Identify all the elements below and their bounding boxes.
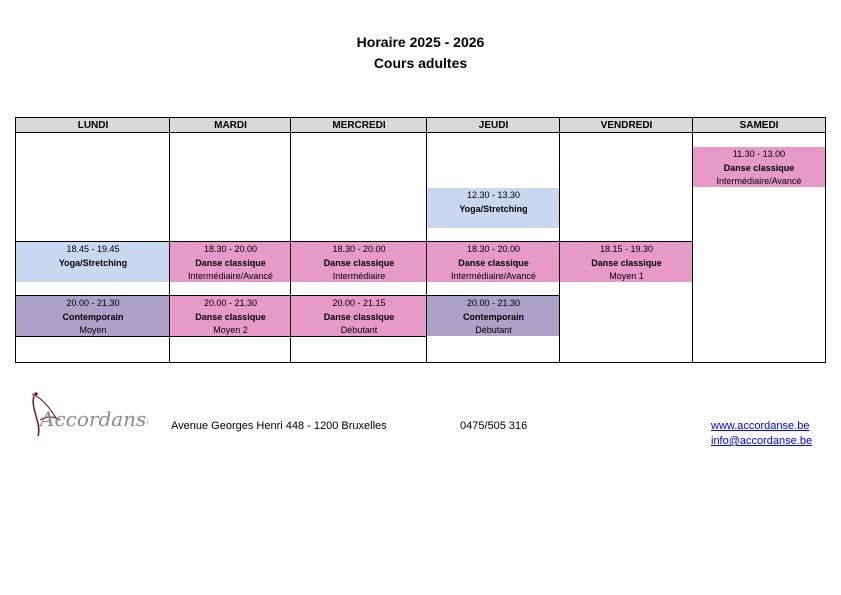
day-header-vendredi: VENDREDI [600,120,653,131]
class-block-lundi-2 [16,296,170,336]
footer-address: Avenue Georges Henri 448 - 1200 Bruxelles [171,420,387,432]
day-header-mercredi: MERCREDI [332,120,386,131]
class-name: Danse classique [723,162,795,173]
class-name: Danse classique [195,311,266,322]
column-divider [169,118,170,362]
schedule-grid [15,117,826,363]
class-block-mercredi-2 [291,296,427,336]
class-block-jeudi-3 [427,296,560,336]
accordanse-logo [28,390,148,442]
class-time: 18.30 - 20.00 [466,244,521,254]
column-divider [290,118,291,362]
class-level: Intermédiaire/Avancé [188,271,273,281]
class-level: Intermédiaire [332,271,386,281]
website-link[interactable]: www.accordanse.be [711,420,810,432]
class-time: 12.30 - 13.30 [466,190,521,200]
class-level: Moyen 1 [609,271,644,281]
class-block-jeudi-2 [427,242,560,282]
row-divider [16,241,693,242]
class-name: Yoga/Stretching [459,203,528,214]
class-name: Contemporain [62,311,124,322]
column-divider [426,118,427,362]
class-block-mardi-2 [170,296,291,336]
class-block-jeudi-1 [427,188,560,228]
class-time: 20.00 - 21.30 [66,298,120,308]
page-title: Horaire 2025 - 2026 [356,34,485,50]
class-time: 20.00 - 21.30 [203,298,258,308]
footer-phone: 0475/505 316 [460,420,528,432]
row-divider [16,295,560,296]
class-time: 18.30 - 20.00 [332,244,386,254]
column-divider [559,118,560,362]
class-name: Danse classique [591,257,662,268]
email-link[interactable]: info@accordanse.be [711,435,813,447]
class-block-vendredi-1 [560,242,693,282]
class-name: Danse classique [323,257,395,268]
svg-text:Accordanse: Accordanse [40,407,148,431]
class-time: 18.15 - 19.30 [599,244,654,254]
class-level: Débutant [340,325,378,335]
day-header-samedi: SAMEDI [739,120,779,131]
class-level: Débutant [475,325,512,335]
class-time: 20.00 - 21.30 [466,298,521,308]
class-block-mardi-1 [170,242,291,282]
class-name: Contemporain [462,311,524,322]
class-name: Danse classique [195,257,266,268]
class-name: Danse classique [458,257,529,268]
page-subtitle: Cours adultes [373,55,468,71]
day-header-jeudi: JEUDI [478,120,509,131]
class-time: 18.45 - 19.45 [66,244,120,254]
class-block-mercredi-1 [291,242,427,282]
class-time: 18.30 - 20.00 [203,244,258,254]
column-divider [692,118,693,362]
class-level: Intermédiaire/Avancé [716,176,802,186]
day-header-mardi: MARDI [214,120,247,131]
class-level: Intermédiaire/Avancé [451,271,536,281]
day-header-lundi: LUNDI [77,120,109,131]
class-block-lundi-1 [16,242,170,282]
class-time: 11.30 - 13.00 [732,149,786,159]
row-divider [16,336,427,337]
schedule-header-row [16,118,825,133]
class-level: Moyen [79,325,107,335]
class-level: Moyen 2 [213,325,248,335]
class-name: Yoga/Stretching [58,257,128,268]
class-block-samedi-1 [693,147,825,187]
class-time: 20.00 - 21.15 [332,298,386,308]
class-name: Danse classique [323,311,395,322]
